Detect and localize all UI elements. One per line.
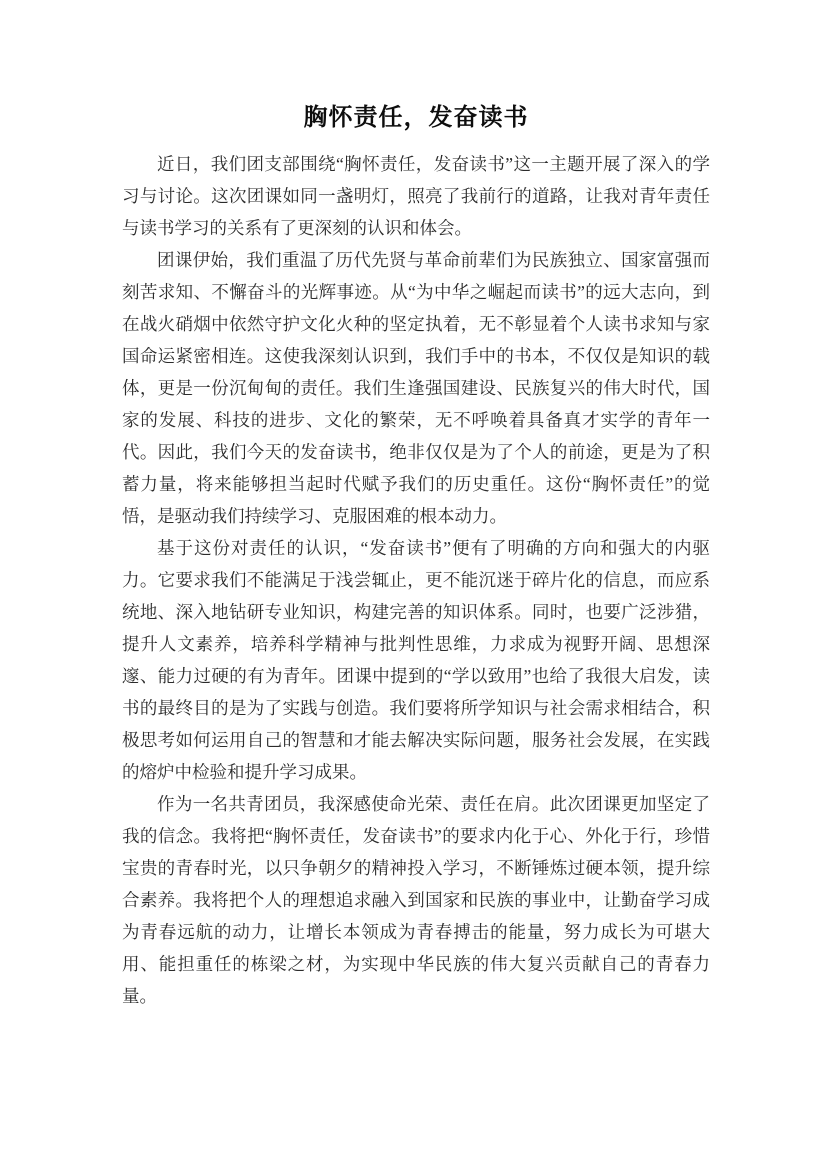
document-title: 胸怀责任，发奋读书 xyxy=(303,104,529,131)
paragraph-2: 团课伊始，我们重温了历代先贤与革命前辈们为民族独立、国家富强而刻苦求知、不懈奋斗的光辉事迹。从“为中华之崛起而读书”的远大志向，到在战火硝烟中依然守护文化火种的坚定执着，无不彰显着个人读书求知与家国命运紧密相连。这使我深刻认识到，我们手中的书本，不仅仅是知识的载体，更是一份沉甸甸的责任。我们生逢强国建设、民族复兴的伟大时代，国家的发展、科技的进步、文化的繁荣，无不呼唤着具备真才实学的青年一代。因此，我们今天的发奋读书，绝非仅仅是为了个人的前途，更是为了积蓄力量，将来能够担当起时代赋予我们的历史重任。这份“胸怀责任”的觉悟，是驱动我们持续学习、克服困难的根本动力。 xyxy=(122,250,710,526)
paragraph-1: 近日，我们团支部围绕“胸怀责任，发奋读书”这一主题开展了深入的学习与讨论。这次团课如同一盏明灯，照亮了我前行的道路，让我对青年责任与读书学习的关系有了更深刻的认识和体会。 xyxy=(122,154,710,238)
paragraph-4: 作为一名共青团员，我深感使命光荣、责任在肩。此次团课更加坚定了我的信念。我将把“胸怀责任，发奋读书”的要求内化于心、外化于行，珍惜宝贵的青春时光，以只争朝夕的精神投入学习，不断锤炼过硬本领，提升综合素养。我将把个人的理想追求融入到国家和民族的事业中，让勤奋学习成为青春远航的动力，让增长本领成为青春搏击的能量，努力成长为可堪大用、能担重任的栋梁之材，为实现中华民族的伟大复兴贡献自己的青春力量。 xyxy=(122,794,710,1006)
paragraph-3: 基于这份对责任的认识，“发奋读书”便有了明确的方向和强大的内驱力。它要求我们不能满足于浅尝辄止，更不能沉迷于碎片化的信息，而应系统地、深入地钻研专业知识，构建完善的知识体系。同时，也要广泛涉猎，提升人文素养，培养科学精神与批判性思维，力求成为视野开阔、思想深邃、能力过硬的有为青年。团课中提到的“学以致用”也给了我很大启发，读书的最终目的是为了实践与创造。我们要将所学知识与社会需求相结合，积极思考如何运用自己的智慧和才能去解决实际问题，服务社会发展，在实践的熔炉中检验和提升学习成果。 xyxy=(122,538,710,782)
